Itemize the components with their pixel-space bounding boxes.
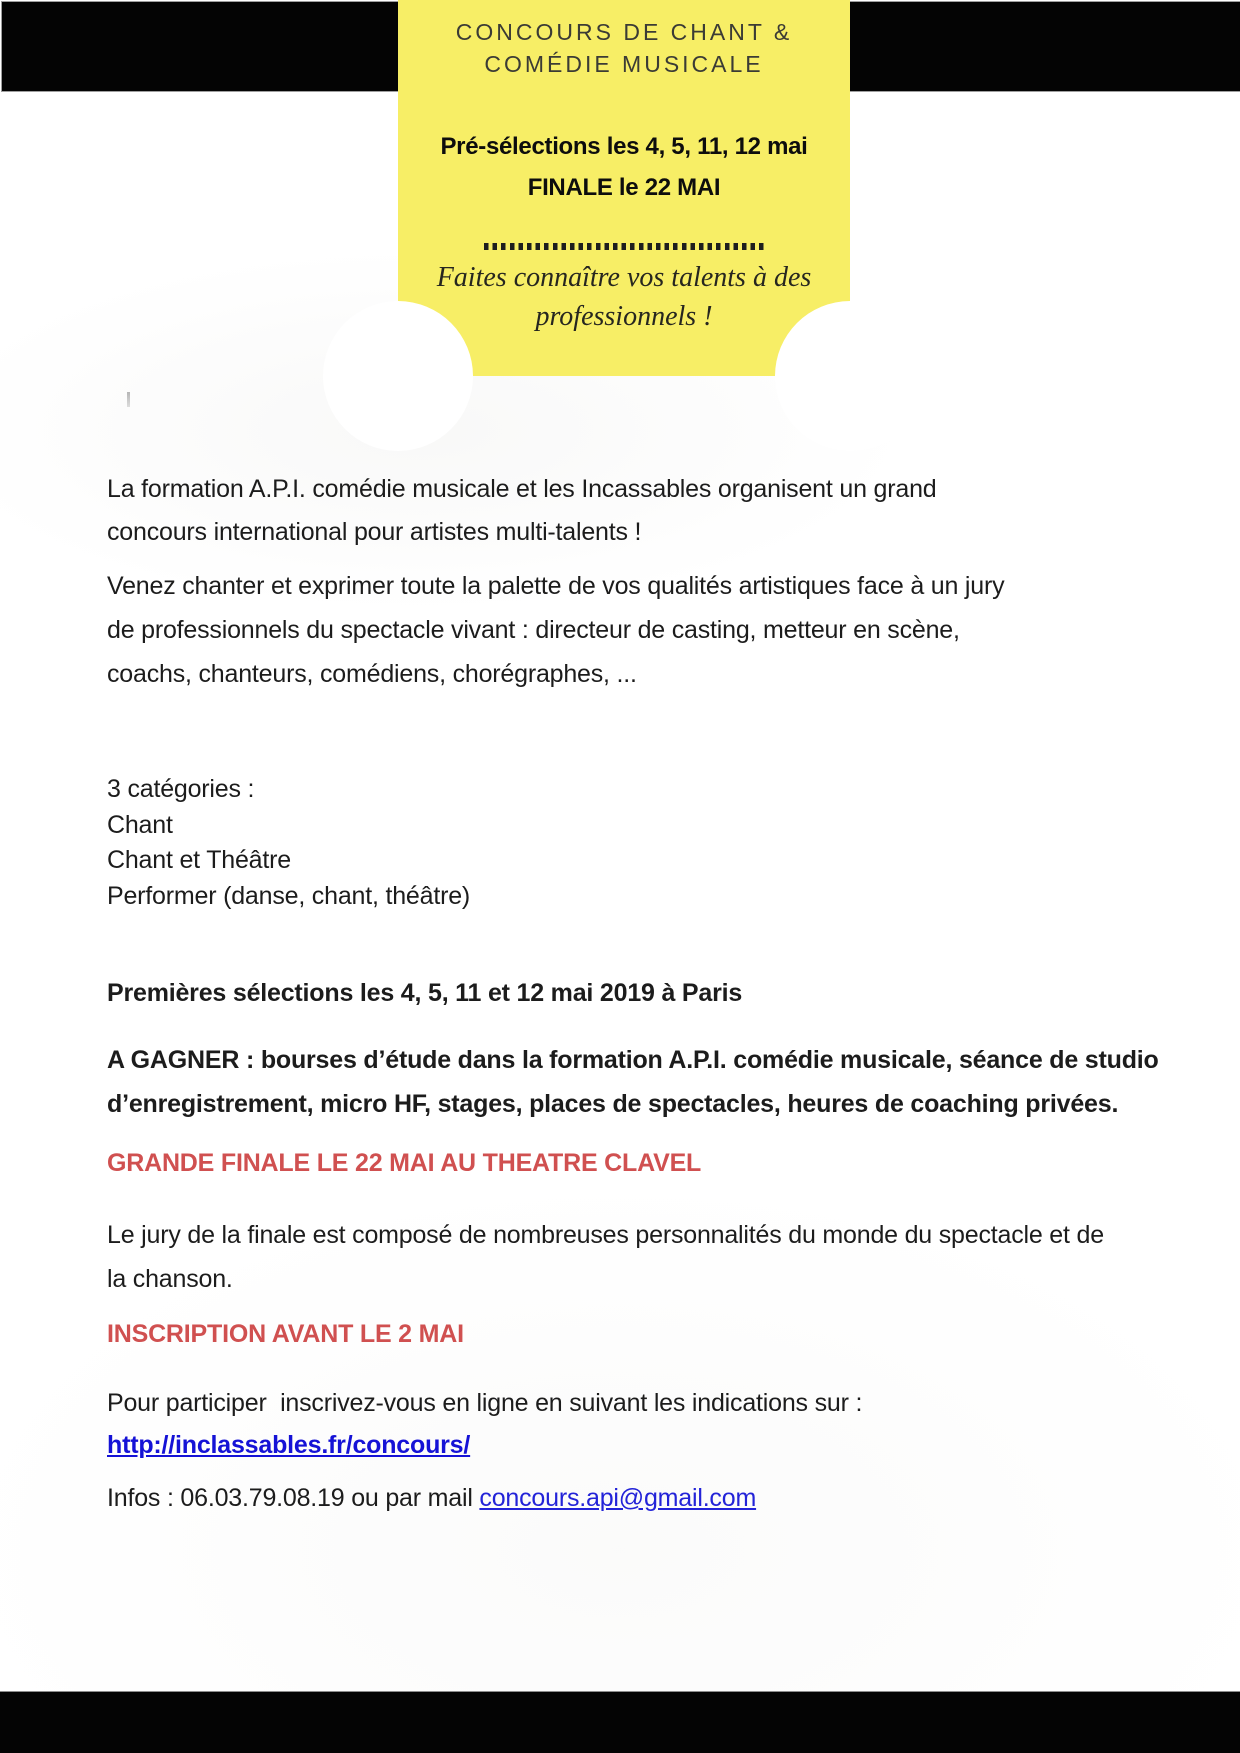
prizes-line2: d’enregistrement, micro HF, stages, places de spectacles, heures de coaching privées. bbox=[107, 1090, 1119, 1118]
prizes-line1: A GAGNER : bourses d’étude dans la formation A.P.I. comédie musicale, séance de studio bbox=[107, 1046, 1159, 1074]
ticket-banner bbox=[398, 0, 850, 376]
category-item-performer: Performer (danse, chant, théâtre) bbox=[107, 881, 471, 910]
infos-line bbox=[107, 1477, 756, 1520]
contest-title-line2: COMÉDIE MUSICALE bbox=[484, 51, 764, 77]
pitch-line1: Venez chanter et exprimer toute la palette de vos qualités artistiques face à un jury bbox=[107, 572, 1005, 600]
intro-line2: concours international pour artistes multi-talents ! bbox=[107, 518, 642, 546]
finale-date-line: FINALE le 22 MAI bbox=[527, 174, 721, 201]
finale-heading bbox=[107, 1142, 701, 1185]
pitch-line3: coachs, chanteurs, comédiens, chorégraphes, ... bbox=[107, 660, 637, 688]
tagline bbox=[398, 258, 850, 336]
inscription-heading bbox=[107, 1313, 464, 1356]
prizes-paragraph bbox=[107, 1038, 1159, 1126]
pitch-paragraph bbox=[107, 564, 1004, 696]
intro-paragraph bbox=[107, 468, 936, 554]
preselection-dates bbox=[398, 126, 850, 208]
website-link[interactable]: http://inclassables.fr/concours/ bbox=[107, 1431, 471, 1459]
finale-heading-text: GRANDE FINALE LE 22 MAI AU THEATRE CLAVEL bbox=[107, 1149, 702, 1177]
participate-line: Pour participer inscrivez-vous en ligne en suivant les indications sur : bbox=[107, 1389, 863, 1417]
categories-heading: 3 catégories : bbox=[107, 775, 255, 803]
email-link[interactable]: concours.api@gmail.com bbox=[479, 1484, 757, 1512]
tagline-line2: professionnels ! bbox=[535, 301, 713, 332]
contest-title-line1: CONCOURS DE CHANT & bbox=[455, 19, 793, 45]
tagline-line1: Faites connaître vos talents à des bbox=[436, 262, 812, 293]
preselection-dates-line: Pré-sélections les 4, 5, 11, 12 mai bbox=[440, 133, 808, 160]
pitch-line2: de professionnels du spectacle vivant : directeur de casting, metteur en scène, bbox=[107, 616, 960, 644]
inscription-heading-text: INSCRIPTION AVANT LE 2 MAI bbox=[107, 1320, 464, 1348]
jury-paragraph bbox=[107, 1213, 1104, 1301]
scan-artifact-mark bbox=[127, 392, 130, 407]
intro-line1: La formation A.P.I. comédie musicale et les Incassables organisent un grand bbox=[107, 475, 937, 503]
jury-line1: Le jury de la finale est composé de nombreuses personnalités du monde du spectacle et de bbox=[107, 1221, 1104, 1249]
contest-title bbox=[398, 16, 850, 80]
infos-prefix-text: Infos : 06.03.79.08.19 ou par mail bbox=[107, 1484, 480, 1512]
category-item-chant-theatre: Chant et Théâtre bbox=[107, 846, 291, 874]
bottom-black-bar bbox=[0, 1692, 1240, 1753]
categories-list bbox=[107, 772, 470, 914]
participate-paragraph bbox=[107, 1382, 862, 1425]
selections-line bbox=[107, 972, 742, 1015]
category-item-chant: Chant bbox=[107, 810, 173, 839]
dotted-divider bbox=[484, 243, 764, 250]
jury-line2: la chanson. bbox=[107, 1265, 233, 1293]
selections-text: Premières sélections les 4, 5, 11 et 12 mai 2019 à Paris bbox=[107, 979, 743, 1007]
website-link-block bbox=[107, 1424, 470, 1467]
